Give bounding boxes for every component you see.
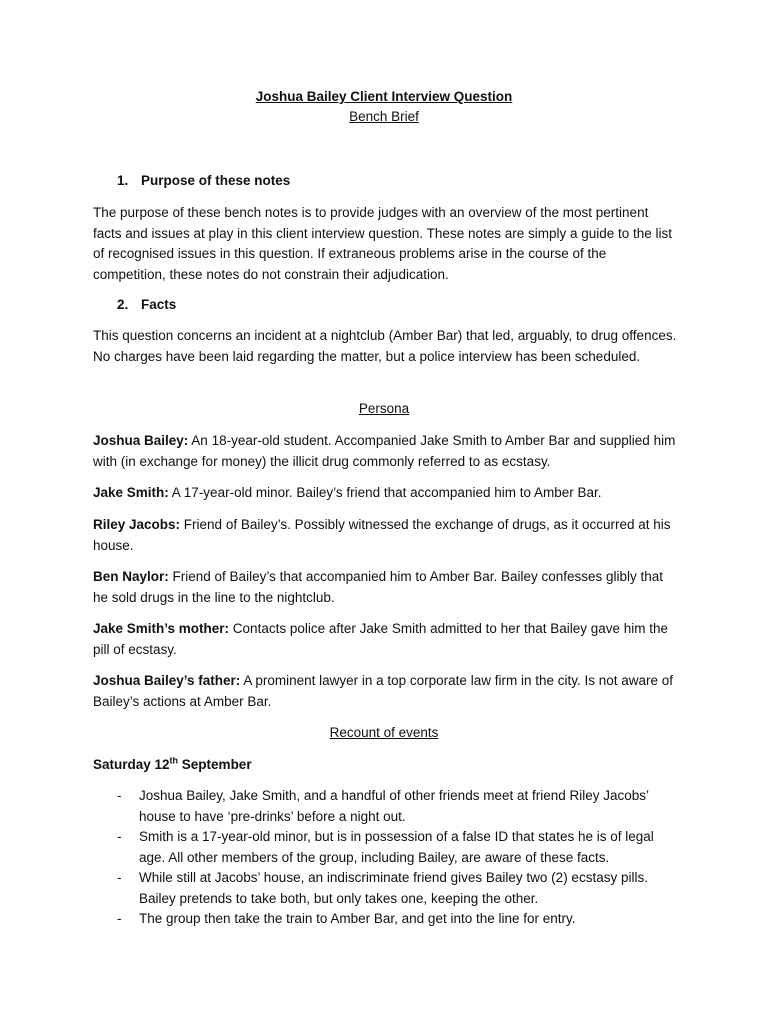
section-title: Purpose of these notes — [141, 173, 291, 188]
section-heading-purpose — [117, 171, 290, 192]
list-item — [93, 827, 683, 868]
date-ordinal: th — [169, 755, 179, 766]
persona-entry — [93, 671, 679, 712]
list-item — [93, 786, 683, 827]
document-title: Joshua Bailey Client Interview Question — [255, 89, 513, 104]
date-month: September — [178, 757, 252, 772]
persona-name: Jake Smith: — [93, 485, 169, 500]
persona-entry — [93, 515, 679, 556]
persona-description: Friend of Bailey’s that accompanied him to Amber Bar. Bailey confesses glibly that he sold drugs in the line to the nightclub. — [93, 569, 664, 605]
persona-description: An 18-year-old student. Accompanied Jake Smith to Amber Bar and supplied him with (in exchange for money) the illicit drug commonly referred to as ecstasy. — [93, 433, 676, 469]
date-text: Saturday 12 — [93, 757, 170, 772]
bullet-dash: - — [117, 911, 122, 926]
events-list — [93, 786, 683, 930]
section-heading-facts — [117, 295, 176, 316]
persona-description: Friend of Bailey’s. Possibly witnessed the exchange of drugs, as it occurred at his house. — [93, 517, 671, 553]
section-number: 1. — [117, 173, 129, 188]
list-item — [93, 868, 683, 909]
paragraph-facts: This question concerns an incident at a nightclub (Amber Bar) that led, arguably, to drug offences. No charges have been laid regarding the matter, but a police interview has been scheduled. — [93, 328, 677, 364]
persona-entry — [93, 483, 679, 504]
bullet-dash: - — [117, 829, 122, 844]
persona-entry — [93, 567, 679, 608]
persona-entry — [93, 431, 679, 472]
section-title: Facts — [141, 297, 177, 312]
persona-name: Ben Naylor: — [93, 569, 169, 584]
persona-name: Joshua Bailey: — [93, 433, 189, 448]
section-number: 2. — [117, 297, 129, 312]
persona-description: A prominent lawyer in a top corporate law firm in the city. Is not aware of Bailey’s actions at Amber Bar. — [93, 673, 674, 709]
paragraph-purpose: The purpose of these bench notes is to provide judges with an overview of the most pertinent facts and issues at play in this client interview question. These notes are simply a guide to the list of recognised issues in this question. If extraneous problems arise in the course of the competition, these notes do not constrain their adjudication. — [93, 205, 673, 282]
persona-description: A 17-year-old minor. Bailey’s friend that accompanied him to Amber Bar. — [168, 485, 602, 500]
persona-description: Contacts police after Jake Smith admitted to her that Bailey gave him the pill of ecstasy. — [93, 621, 669, 657]
list-item — [93, 909, 683, 930]
persona-name: Riley Jacobs: — [93, 517, 181, 532]
event-date — [93, 755, 679, 776]
event-text: Joshua Bailey, Jake Smith, and a handful of other friends meet at friend Riley Jacobs’ house to have ‘pre-drinks’ before a night out. — [139, 788, 649, 824]
bullet-dash: - — [117, 870, 122, 885]
event-text: The group then take the train to Amber Bar, and get into the line for entry. — [139, 911, 576, 926]
recount-heading: Recount of events — [329, 725, 439, 740]
persona-name: Jake Smith’s mother: — [93, 621, 230, 636]
event-text: While still at Jacobs’ house, an indiscriminate friend gives Bailey two (2) ecstasy pills. Bailey pretends to take both, but only takes one, keeping the other. — [139, 870, 648, 906]
persona-name: Joshua Bailey’s father: — [93, 673, 241, 688]
bullet-dash: - — [117, 788, 122, 803]
persona-entry — [93, 619, 679, 660]
persona-heading: Persona — [358, 401, 410, 416]
document-subtitle: Bench Brief — [349, 109, 419, 124]
event-text: Smith is a 17-year-old minor, but is in possession of a false ID that states he is of legal age. All other members of the group, including Bailey, are aware of these facts. — [139, 829, 654, 865]
